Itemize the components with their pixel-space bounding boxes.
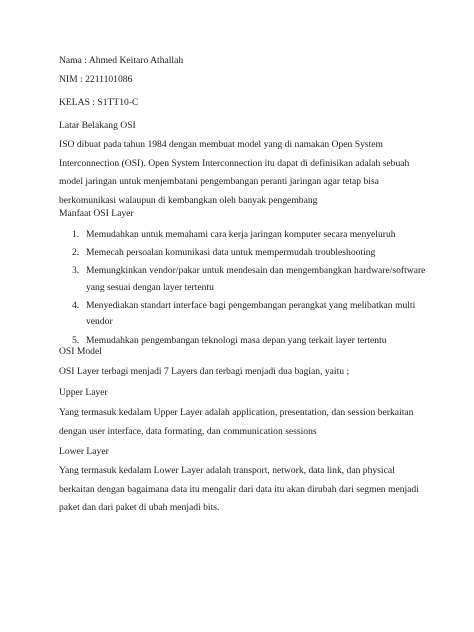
manfaat-list [59,227,429,351]
upper-layer-heading: Upper Layer [59,387,108,398]
list-item-text: Menyediakan standart interface bagi pengembangan perangkat yang melibatkan multi vendor [86,299,416,328]
list-item-text: Memudahkan untuk memahami cara kerja jaringan komputer secara menyeluruh [86,229,396,240]
student-name: Nama : Ahmed Keitaro Athallah [59,55,184,66]
list-item-number: 1. [72,229,80,240]
list-item-text: Memecah persoalan komunikasi data untuk mempermudah troubleshooting [86,247,376,259]
manfaat-heading: Manfaat OSI Layer [59,208,134,219]
list-item [59,263,429,296]
list-item [59,227,429,244]
upper-layer-paragraph: Yang termasuk kedalam Upper Layer adalah application, presentation, dan session berkaitan dengan user interface, data formating, dan communication sessions [59,407,414,437]
list-item-number: 4. [72,299,80,311]
list-item-text: Memudahkan pengembangan teknologi masa depan yang terkait layer tertentu [86,334,387,346]
list-item-number: 5. [72,334,80,346]
list-item [59,245,429,262]
list-item-number: 3. [72,265,80,277]
list-item-number: 2. [72,247,80,259]
latar-belakang-heading: Latar Belakang OSI [59,120,136,131]
lower-layer-paragraph: Yang termasuk kedalam Lower Layer adalah transport, network, data link, dan physical berkaitan dengan bagaimana data itu mengalir dari data itu akan dirubah dari segmen menjadi paket dan dari paket di ubah menjadi bits. [59,465,419,514]
student-class: KELAS : S1TT10-C [59,97,139,108]
list-item [59,333,429,350]
osi-model-paragraph: OSI Layer terbagi menjadi 7 Layers dan terbagi menjadi dua bagian, yaitu ; [59,366,350,377]
latar-belakang-paragraph: ISO dibuat pada tahun 1984 dengan membuat model yang di namakan Open System Interconnection (OSI). Open System Interconnection itu dapat di definisikan adalah sebuah model jaringan untuk menjembatani pengembangan peranti jaringan agar tetap bisa berkomunikasi walaupun di kembangkan oleh banyak pengembang [59,139,410,206]
list-item-text: Memungkinkan vendor/pakar untuk mendesain dan mengembangkan hardware/software yang sesuai dengan layer tertentu [86,265,426,293]
lower-layer-heading: Lower Layer [59,446,109,457]
list-item [59,298,429,331]
osi-model-heading: OSI Model [59,346,102,357]
student-nim: NIM : 2211101086 [59,74,133,85]
